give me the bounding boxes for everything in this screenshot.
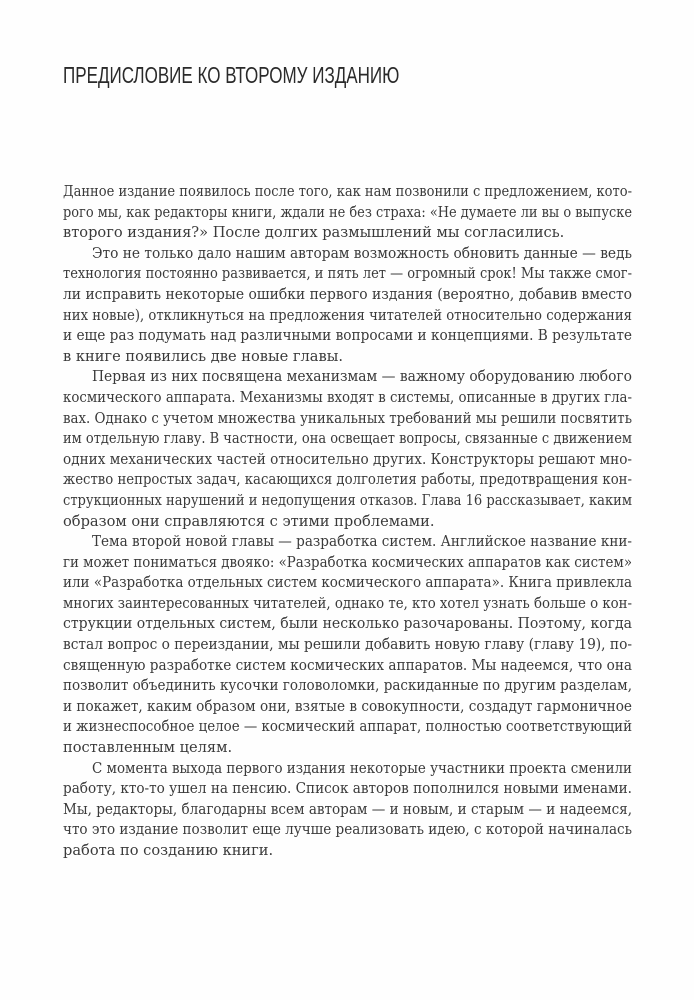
body-text [63, 182, 632, 862]
text-line: и покажет, каким образом они, взятые в совокупности, создадут гармоничное [63, 697, 632, 715]
text-line: второго издания?» После долгих размышлений мы согласились. [63, 224, 565, 242]
text-line: С момента выхода первого издания некоторые участники проекта сменили [92, 759, 632, 777]
text-line: Данное издание появилось после того, как нам позвонили с предложением, кото- [63, 183, 632, 200]
text-line: работа по созданию книги. [63, 842, 274, 859]
text-line: космического аппарата. Механизмы входят в системы, описанные в других гла- [63, 388, 632, 406]
text-line: струкции отдельных систем, были несколько разочарованы. Поэтому, когда [63, 615, 632, 633]
text-line: технология постоянно развивается, и пять лет — огромный срок! Мы также смог- [63, 265, 632, 283]
text-line: встал вопрос о переиздании, мы решили добавить новую главу (главу 19), по- [63, 636, 632, 654]
text-line: ги может пониматься двояко: «Разработка космических аппаратов как систем» [63, 553, 632, 571]
text-line: Тема второй новой главы — разработка систем. Английское название кни- [92, 533, 632, 551]
text-line: ли исправить некоторые ошибки первого издания (вероятно, добавив вместо [63, 285, 632, 303]
paragraph [63, 532, 632, 759]
text-line: и жизнеспособное целое — космический аппарат, полностью соответствующий [63, 718, 632, 736]
text-line: струкционных нарушений и недопущения отказов. Глава 16 рассказывает, каким [63, 491, 632, 509]
text-line: вах. Однако с учетом множества уникальных требований мы решили посвятить [63, 409, 632, 427]
text-line: им отдельную главу. В частности, она освещает вопросы, связанные с движением [63, 430, 632, 448]
paragraph [63, 367, 632, 532]
paragraph [63, 182, 632, 244]
text-line: работу, кто-то ушел на пенсию. Список авторов пополнился новыми именами. [63, 780, 632, 798]
text-line: образом они справляются с этими проблемами. [63, 512, 435, 530]
paragraph [63, 759, 632, 862]
text-line: священную разработке систем космических аппаратов. Мы надеемся, что она [63, 656, 632, 674]
text-line: них новые), откликнуться на предложения читателей относительно содержания [63, 306, 632, 324]
text-line: что это издание позволит еще лучше реализовать идею, с которой начиналась [63, 821, 632, 839]
text-line: или «Разработка отдельных систем космического аппарата». Книга привлекла [63, 574, 632, 592]
text-line: поставленным целям. [63, 739, 233, 757]
text-line: в книге появились две новые главы. [63, 347, 343, 365]
text-line: Мы, редакторы, благодарны всем авторам — и новым, и старым — и надеемся, [63, 800, 632, 818]
text-line: Первая из них посвящена механизмам — важному оборудованию любого [92, 368, 632, 386]
page-title: ПРЕДИСЛОВИЕ КО ВТОРОМУ ИЗДАНИЮ [63, 62, 400, 88]
text-line: рого мы, как редакторы книги, ждали не без страха: «Не думаете ли вы о выпуске [63, 203, 632, 221]
text-line: Это не только дало нашим авторам возможность обновить данные — ведь [92, 244, 632, 262]
text-line: и еще раз подумать над различными вопросами и концепциями. В результате [63, 327, 632, 345]
text-line: позволит объединить кусочки головоломки, раскиданные по другим разделам, [63, 677, 632, 695]
text-line: жество непростых задач, касающихся долголетия работы, предотвращения кон- [63, 471, 632, 489]
paragraph [63, 244, 632, 368]
text-line: многих заинтересованных читателей, однако те, кто хотел узнать больше о кон- [63, 594, 632, 612]
text-line: одних механических частей относительно других. Конструкторы решают мно- [63, 450, 632, 468]
